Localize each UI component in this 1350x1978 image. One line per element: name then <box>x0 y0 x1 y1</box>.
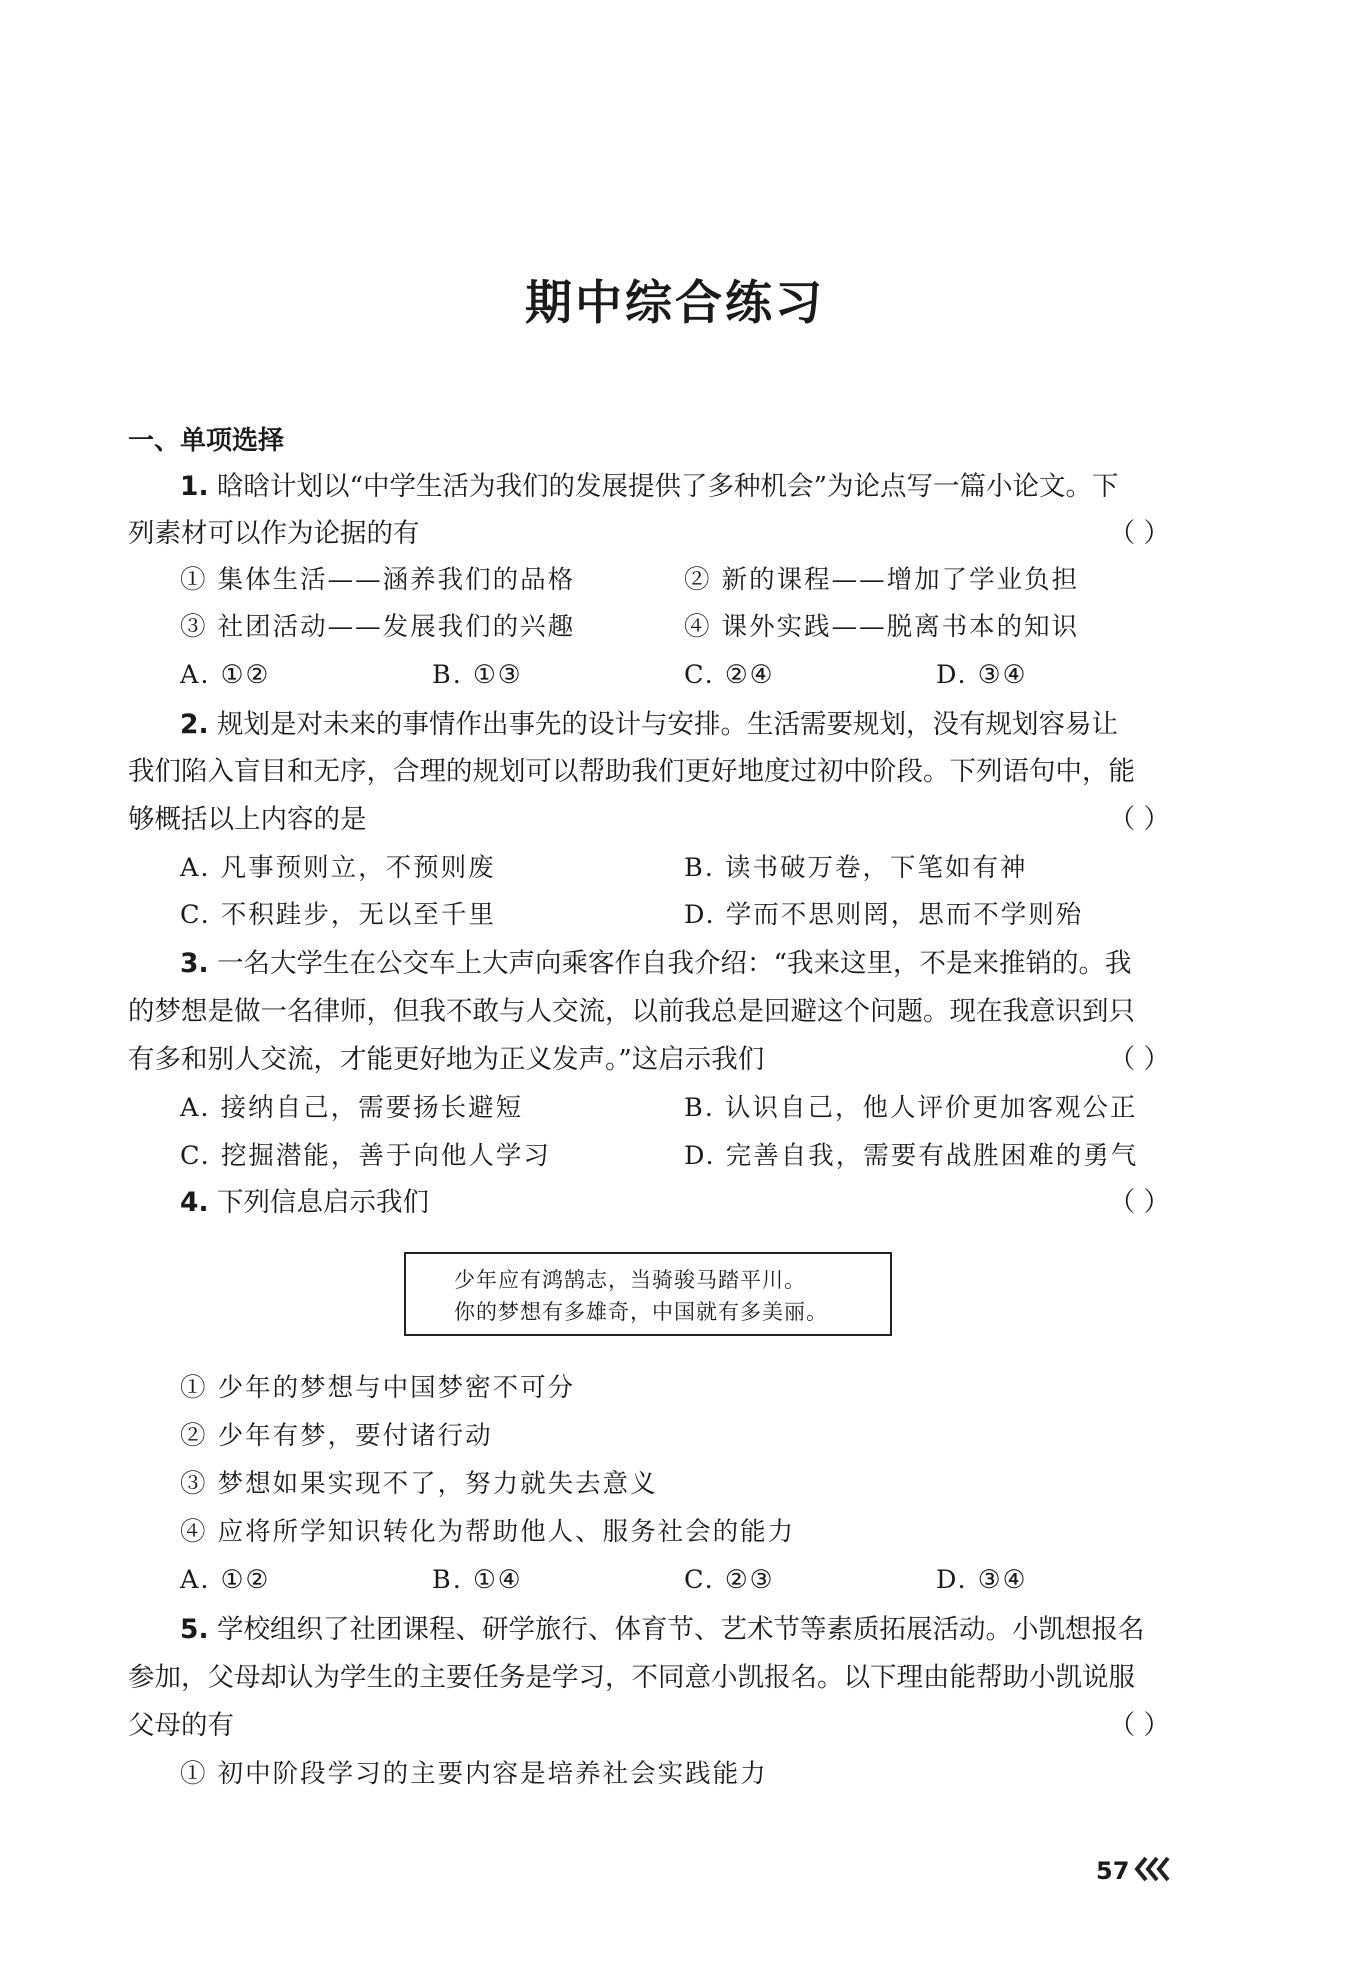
question-3-option-b[interactable]: B. 认识自己，他人评价更加客观公正 <box>684 1093 1138 1123</box>
question-3-stem-line-3: 有多和别人交流，才能更好地为正义发声。”这启示我们 （ ） <box>128 1040 1170 1080</box>
question-number: 4. <box>180 1187 209 1218</box>
question-4-option-c[interactable]: C. ②③ <box>684 1565 775 1595</box>
question-number: 5. <box>180 1614 209 1645</box>
question-3-stem-line-1: 3. 一名大学生在公交车上大声向乘客作自我介绍：“我来这里，不是来推销的。我 <box>180 948 1132 979</box>
section-heading: 一、单项选择 <box>128 426 285 456</box>
answer-blank[interactable]: （ ） <box>1108 1187 1170 1218</box>
question-2-option-a[interactable]: A. 凡事预则立，不预则废 <box>180 853 496 883</box>
question-4-item: ② 少年有梦，要付诸行动 <box>180 1421 493 1451</box>
question-4-item: ③ 梦想如果实现不了，努力就失去意义 <box>180 1469 658 1499</box>
question-4-option-d[interactable]: D. ③④ <box>936 1565 1028 1595</box>
triple-chevron-left-icon <box>1134 1856 1174 1882</box>
question-1-item: ③ 社团活动——发展我们的兴趣 <box>180 612 576 642</box>
answer-blank[interactable]: （ ） <box>1108 1044 1170 1075</box>
question-3-option-d[interactable]: D. 完善自我，需要有战胜困难的勇气 <box>684 1141 1139 1171</box>
question-4-item: ④ 应将所学知识转化为帮助他人、服务社会的能力 <box>180 1517 796 1547</box>
answer-blank[interactable]: （ ） <box>1108 804 1170 835</box>
question-1-stem-line-2: 列素材可以作为论据的有 （ ） <box>128 514 1170 554</box>
quote-line: 你的梦想有多雄奇，中国就有多美丽。 <box>454 1300 828 1324</box>
question-number: 1. <box>180 471 209 502</box>
question-1-item: ④ 课外实践——脱离书本的知识 <box>684 612 1080 642</box>
question-5-stem-line-2: 参加，父母却认为学生的主要任务是学习，不同意小凯报名。以下理由能帮助小凯说服 <box>128 1662 1135 1693</box>
question-1-stem-line-1: 1. 晗晗计划以“中学生活为我们的发展提供了多种机会”为论点写一篇小论文。下 <box>180 471 1119 502</box>
question-2-stem-line-1: 2. 规划是对未来的事情作出事先的设计与安排。生活需要规划，没有规划容易让 <box>180 709 1118 740</box>
question-1-option-b[interactable]: B. ①③ <box>432 660 523 690</box>
question-4-item: ① 少年的梦想与中国梦密不可分 <box>180 1373 576 1403</box>
page-number: 57 <box>1096 1857 1130 1885</box>
answer-blank[interactable]: （ ） <box>1108 1710 1170 1741</box>
question-1-item: ② 新的课程——增加了学业负担 <box>684 565 1080 595</box>
question-3-stem-line-2: 的梦想是做一名律师，但我不敢与人交流，以前我总是回避这个问题。现在我意识到只 <box>128 996 1135 1027</box>
question-4-option-a[interactable]: A. ①② <box>180 1565 271 1595</box>
question-1-option-c[interactable]: C. ②④ <box>684 660 775 690</box>
question-5-item: ① 初中阶段学习的主要内容是培养社会实践能力 <box>180 1759 768 1789</box>
question-1-item: ① 集体生活——涵养我们的品格 <box>180 565 576 595</box>
question-4-stem-line-1: 4. 下列信息启示我们 （ ） <box>180 1183 1170 1223</box>
question-1-option-d[interactable]: D. ③④ <box>936 660 1028 690</box>
quote-box <box>404 1252 892 1336</box>
question-5-stem-line-3: 父母的有 （ ） <box>128 1706 1170 1746</box>
page-title: 期中综合练习 <box>525 276 825 331</box>
question-number: 3. <box>180 948 209 979</box>
question-5-stem-line-1: 5. 学校组织了社团课程、研学旅行、体育节、艺术节等素质拓展活动。小凯想报名 <box>180 1614 1145 1645</box>
question-4-option-b[interactable]: B. ①④ <box>432 1565 523 1595</box>
question-2-option-d[interactable]: D. 学而不思则罔，思而不学则殆 <box>684 900 1084 930</box>
question-2-option-c[interactable]: C. 不积跬步，无以至千里 <box>180 900 496 930</box>
answer-blank[interactable]: （ ） <box>1108 518 1170 549</box>
question-3-option-a[interactable]: A. 接纳自己，需要扬长避短 <box>180 1093 524 1123</box>
question-number: 2. <box>180 709 209 740</box>
question-2-option-b[interactable]: B. 读书破万卷，下笔如有神 <box>684 853 1028 883</box>
question-1-option-a[interactable]: A. ①② <box>180 660 271 690</box>
question-3-option-c[interactable]: C. 挖掘潜能，善于向他人学习 <box>180 1141 551 1171</box>
question-2-stem-line-2: 我们陷入盲目和无序，合理的规划可以帮助我们更好地度过初中阶段。下列语句中，能 <box>128 756 1135 787</box>
question-2-stem-line-3: 够概括以上内容的是 （ ） <box>128 800 1170 840</box>
quote-line: 少年应有鸿鹄志，当骑骏马踏平川。 <box>454 1268 806 1292</box>
